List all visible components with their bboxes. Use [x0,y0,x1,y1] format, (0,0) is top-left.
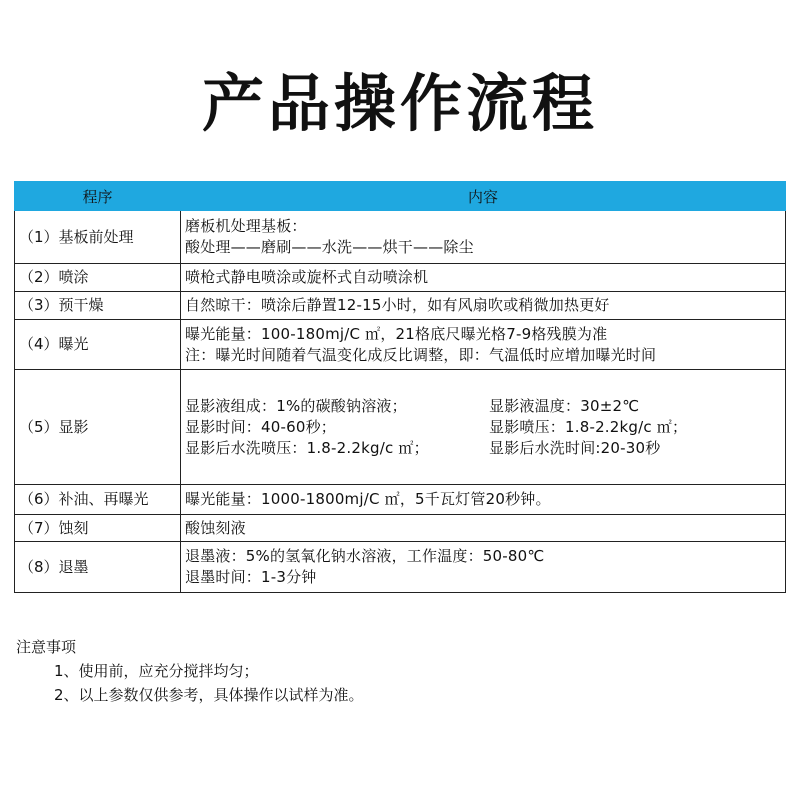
column-header-step: 程序 [15,182,181,211]
content-line: 酸处理——磨刷——水洗——烘干——除尘 [185,238,474,256]
content-cell [181,320,786,370]
develop-param: 显影时间：40-60秒； [185,417,336,436]
table-row [15,292,786,320]
content-line: 自然晾干：喷涂后静置12-15小时，如有风扇吹或稍微加热更好 [185,296,610,314]
note-item: 1、使用前，应充分搅拌均匀； [54,662,259,680]
column-header-content: 内容 [181,182,786,211]
step-cell: （7）蚀刻 [15,515,181,542]
content-line: 退墨时间：1-3分钟 [185,568,317,586]
content-cell [181,292,786,320]
step-cell: （1）基板前处理 [15,211,181,264]
table-row [15,370,786,485]
content-line: 喷枪式静电喷涂或旋杯式自动喷涂机 [185,268,429,286]
page-title: 产品操作流程 [201,67,598,140]
develop-param: 显影液组成：1%的碳酸钠溶液； [185,396,407,415]
content-cell [181,211,786,264]
content-line: 磨板机处理基板： [185,217,307,235]
process-table [14,181,786,593]
content-cell [181,370,786,485]
table-row [15,485,786,515]
step-cell: （3）预干燥 [15,292,181,320]
develop-param-row [185,396,781,417]
table-row [15,320,786,370]
step-cell: （6）补油、再曝光 [15,485,181,515]
note-item: 2、以上参数仅供参考，具体操作以试样为准。 [54,686,364,704]
step-cell: （2）喷涂 [15,264,181,292]
content-line: 注：曝光时间随着气温变化成反比调整，即：气温低时应增加曝光时间 [185,345,657,364]
content-line: 曝光能量：100-180mj/C ㎡，21格底尺曝光格7-9格残膜为准 [185,324,608,343]
step-cell: （5）显影 [15,370,181,485]
content-line: 退墨液：5%的氢氧化钠水溶液，工作温度：50-80℃ [185,547,545,565]
content-cell [181,485,786,515]
develop-param-row [185,417,781,438]
table-header-row [15,182,786,211]
notes-section [16,635,364,707]
content-line: 酸蚀刻液 [185,518,246,537]
develop-param: 显影喷压：1.8-2.2kg/c ㎡； [489,417,688,436]
table-row [15,264,786,292]
notes-heading: 注意事项 [16,638,77,656]
develop-param: 显影液温度：30±2℃ [489,396,640,415]
content-cell [181,542,786,593]
content-cell [181,264,786,292]
table-row [15,211,786,264]
step-cell: （8）退墨 [15,542,181,593]
table-row [15,515,786,542]
develop-param-row [185,438,781,459]
table-row [15,542,786,593]
develop-param: 显影后水洗时间:20-30秒 [489,438,661,457]
develop-param: 显影后水洗喷压：1.8-2.2kg/c ㎡； [185,438,429,457]
content-cell [181,515,786,542]
content-line: 曝光能量：1000-1800mj/C ㎡，5千瓦灯管20秒钟。 [185,490,551,508]
step-cell: （4）曝光 [15,320,181,370]
